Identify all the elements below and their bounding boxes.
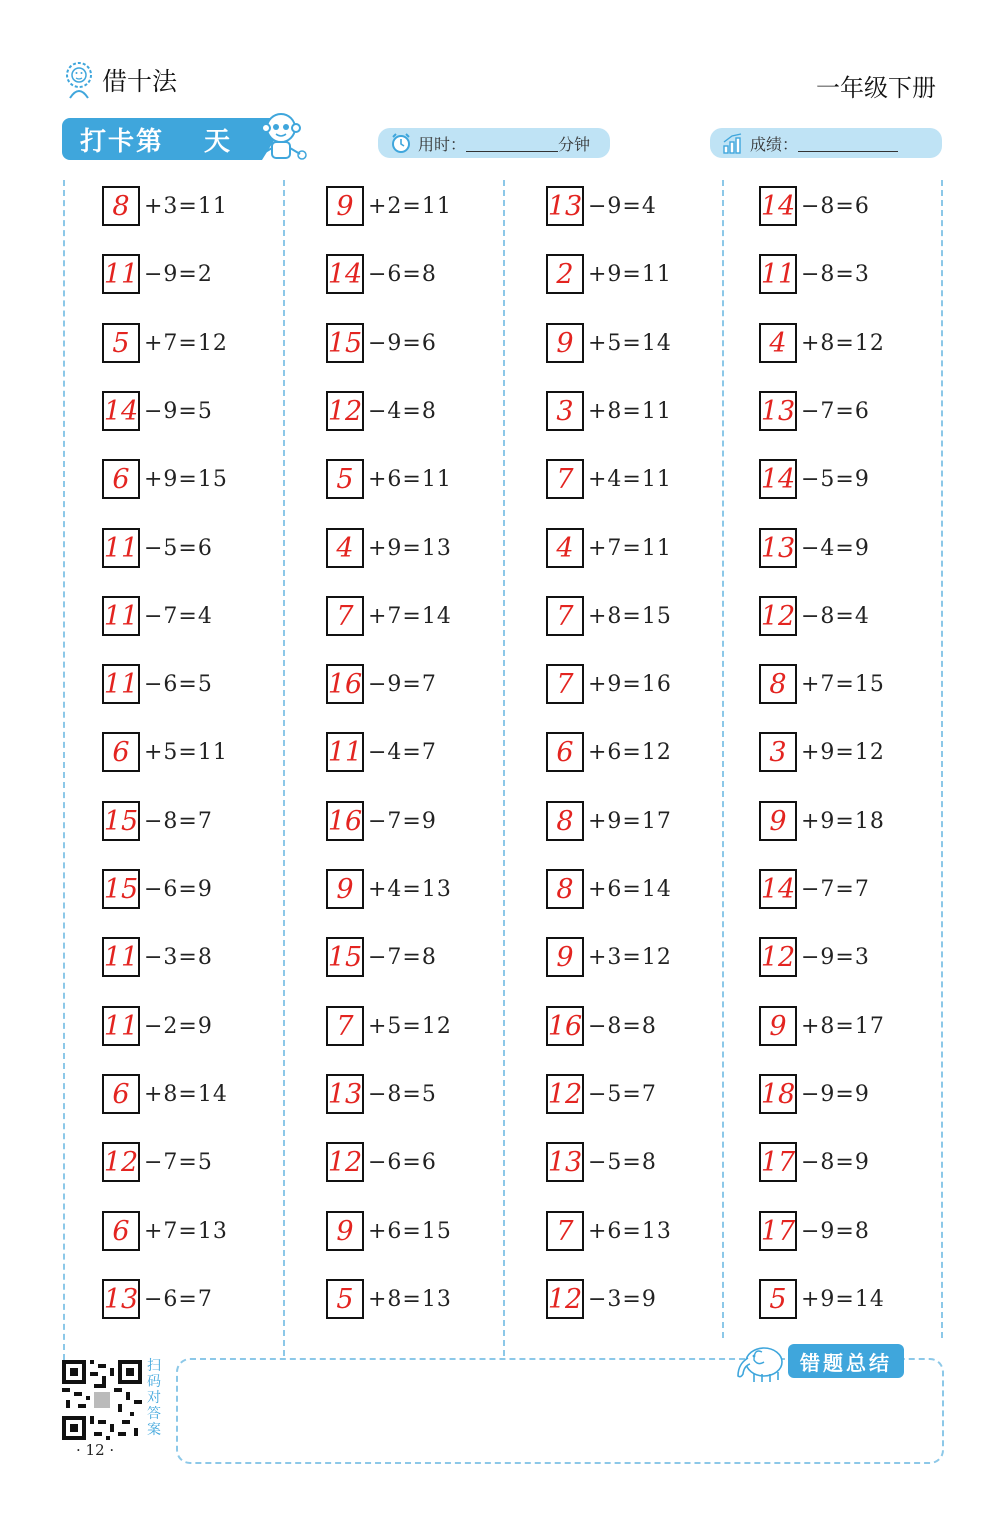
problem-item [102, 457, 228, 501]
equation-text: −6=8 [368, 261, 437, 287]
equation-text: +7=12 [144, 330, 228, 356]
answer-box[interactable]: 11 [759, 254, 797, 294]
score-input-line[interactable] [798, 135, 898, 152]
answer-box[interactable]: 14 [326, 254, 364, 294]
equation-text: −7=8 [368, 944, 437, 970]
equation-text: +5=12 [368, 1013, 452, 1039]
answer-box[interactable]: 9 [759, 1006, 797, 1046]
problem-item [759, 321, 885, 365]
equation-text: −5=6 [144, 535, 213, 561]
problem-item [102, 935, 213, 979]
problem-item [546, 252, 672, 296]
problem-item [102, 184, 228, 228]
equation-text: +5=14 [588, 330, 672, 356]
equation-text: −5=8 [588, 1149, 657, 1175]
problem-item [546, 526, 672, 570]
problem-item [546, 1277, 657, 1321]
equation-text: +8=13 [368, 1286, 452, 1312]
answer-box[interactable]: 7 [326, 1006, 364, 1046]
equation-text: −6=6 [368, 1149, 437, 1175]
problem-item [759, 662, 885, 706]
answer-box[interactable]: 9 [546, 937, 584, 977]
equation-text: +3=11 [144, 193, 228, 219]
answer-box[interactable]: 12 [326, 1142, 364, 1182]
answer-box[interactable]: 8 [546, 869, 584, 909]
equation-text: +8=17 [801, 1013, 885, 1039]
problem-item [759, 730, 885, 774]
answer-box[interactable]: 9 [546, 323, 584, 363]
equation-text: +5=11 [144, 739, 228, 765]
equation-text: −3=8 [144, 944, 213, 970]
problem-item [546, 184, 657, 228]
time-label: 用时： [418, 134, 467, 154]
equation-text: −9=5 [144, 398, 213, 424]
problem-item [546, 1209, 672, 1253]
answer-box[interactable]: 7 [546, 1211, 584, 1251]
problem-item [326, 1140, 437, 1184]
equation-text: −8=3 [801, 261, 870, 287]
equation-text: −8=7 [144, 808, 213, 834]
equation-text: −9=9 [801, 1081, 870, 1107]
equation-text: +3=12 [588, 944, 672, 970]
answer-box[interactable]: 4 [326, 528, 364, 568]
answer-box[interactable]: 9 [326, 186, 364, 226]
problem-item [326, 1072, 437, 1116]
equation-text: −9=3 [801, 944, 870, 970]
answer-box[interactable]: 15 [326, 937, 364, 977]
problem-item [759, 389, 870, 433]
answer-box[interactable]: 3 [546, 391, 584, 431]
equation-text: −6=7 [144, 1286, 213, 1312]
equation-text: +8=14 [144, 1081, 228, 1107]
answer-box[interactable]: 6 [102, 732, 140, 772]
answer-box[interactable]: 16 [546, 1006, 584, 1046]
equation-text: −9=2 [144, 261, 213, 287]
answer-box[interactable]: 11 [102, 528, 140, 568]
equation-text: −4=9 [801, 535, 870, 561]
equation-text: +6=15 [368, 1218, 452, 1244]
problem-item [326, 594, 452, 638]
problem-item [546, 730, 672, 774]
problem-item [759, 799, 885, 843]
elephant-icon [732, 1338, 788, 1384]
equation-text: +7=13 [144, 1218, 228, 1244]
problem-item [759, 457, 870, 501]
answer-box[interactable]: 13 [102, 1279, 140, 1319]
problem-item [102, 1140, 213, 1184]
problem-item [102, 799, 213, 843]
answer-box[interactable]: 14 [759, 869, 797, 909]
alarm-clock-icon [390, 132, 412, 154]
problem-item [326, 1004, 452, 1048]
problem-item [546, 457, 672, 501]
equation-text: +7=15 [801, 671, 885, 697]
answer-box[interactable]: 15 [326, 323, 364, 363]
answer-box[interactable]: 7 [546, 459, 584, 499]
answer-box[interactable]: 5 [759, 1279, 797, 1319]
equation-text: −7=6 [801, 398, 870, 424]
problem-item [546, 799, 672, 843]
problem-item [759, 1004, 885, 1048]
equation-text: +9=12 [801, 739, 885, 765]
problem-item [326, 184, 452, 228]
equation-text: +9=15 [144, 466, 228, 492]
scan-qr-caption: 扫码对答案 [147, 1358, 161, 1438]
answer-box[interactable]: 12 [759, 937, 797, 977]
problem-item [102, 526, 213, 570]
answer-box[interactable]: 17 [759, 1142, 797, 1182]
answer-box[interactable]: 6 [102, 1211, 140, 1251]
equation-text: +6=12 [588, 739, 672, 765]
column-divider [941, 180, 943, 1338]
problem-item [102, 867, 213, 911]
answer-box[interactable]: 12 [546, 1074, 584, 1114]
problem-item [546, 662, 672, 706]
score-label: 成绩： [750, 134, 799, 154]
equation-text: +7=11 [588, 535, 672, 561]
equation-text: −8=5 [368, 1081, 437, 1107]
answer-box[interactable]: 12 [546, 1279, 584, 1319]
answer-box[interactable]: 16 [326, 664, 364, 704]
answer-box[interactable]: 11 [102, 1006, 140, 1046]
answer-box[interactable]: 11 [102, 254, 140, 294]
equation-text: −9=4 [588, 193, 657, 219]
equation-text: +9=18 [801, 808, 885, 834]
answer-box[interactable]: 16 [326, 801, 364, 841]
equation-text: +6=11 [368, 466, 452, 492]
answer-box[interactable]: 11 [326, 732, 364, 772]
checkin-day-banner [62, 118, 262, 160]
answer-box[interactable]: 7 [546, 664, 584, 704]
problem-item [102, 594, 213, 638]
equation-text: +8=11 [588, 398, 672, 424]
answer-box[interactable]: 15 [102, 801, 140, 841]
equation-text: +6=14 [588, 876, 672, 902]
answer-box[interactable]: 8 [102, 186, 140, 226]
problem-item [759, 1140, 870, 1184]
column-divider [283, 180, 285, 1356]
qr-code-icon[interactable] [62, 1360, 142, 1440]
equation-text: +9=16 [588, 671, 672, 697]
time-unit: 分钟 [558, 134, 591, 154]
answer-box[interactable]: 8 [759, 664, 797, 704]
time-field [378, 128, 610, 158]
problem-item [546, 1140, 657, 1184]
answer-box[interactable]: 11 [102, 937, 140, 977]
answer-box[interactable]: 13 [759, 528, 797, 568]
problem-item [326, 867, 452, 911]
equation-text: +9=13 [368, 535, 452, 561]
problem-item [326, 730, 437, 774]
equation-text: +7=14 [368, 603, 452, 629]
problem-item [546, 935, 672, 979]
equation-text: −7=4 [144, 603, 213, 629]
problem-item [326, 1277, 452, 1321]
equation-text: −9=8 [801, 1218, 870, 1244]
problem-item [326, 457, 452, 501]
problem-item [546, 1004, 657, 1048]
lion-logo-icon [62, 60, 96, 100]
equation-text: +6=13 [588, 1218, 672, 1244]
book-header [62, 60, 177, 100]
problem-item [326, 935, 437, 979]
equation-text: −9=6 [368, 330, 437, 356]
answer-box[interactable]: 12 [759, 596, 797, 636]
problem-item [546, 321, 672, 365]
problem-item [102, 1277, 213, 1321]
checkin-day-suffix: 天 [204, 126, 231, 157]
answer-box[interactable]: 13 [759, 391, 797, 431]
answer-box[interactable]: 14 [102, 391, 140, 431]
problem-item [759, 252, 870, 296]
answer-box[interactable]: 2 [546, 254, 584, 294]
problem-item [759, 935, 870, 979]
answer-box[interactable]: 15 [102, 869, 140, 909]
problem-item [759, 1277, 885, 1321]
page-number: · 12 · [76, 1441, 115, 1459]
answer-box[interactable]: 5 [326, 459, 364, 499]
problem-item [102, 252, 213, 296]
checkin-day-prefix: 打卡第 [80, 126, 165, 157]
answer-box[interactable]: 6 [546, 732, 584, 772]
equation-text: −4=7 [368, 739, 437, 765]
problem-item [102, 662, 213, 706]
score-field [710, 128, 942, 158]
problem-item [759, 867, 870, 911]
problem-item [546, 1072, 657, 1116]
grade-label: 一年级下册 [816, 74, 936, 102]
problem-item [102, 1004, 213, 1048]
problem-item [102, 730, 228, 774]
equation-text: +8=12 [801, 330, 885, 356]
mistake-summary-tag: 错题总结 [788, 1344, 904, 1378]
problem-item [326, 662, 437, 706]
answer-box[interactable]: 13 [326, 1074, 364, 1114]
problem-item [759, 526, 870, 570]
problem-item [759, 184, 870, 228]
answer-box[interactable]: 11 [102, 664, 140, 704]
equation-text: −8=4 [801, 603, 870, 629]
column-divider [63, 180, 65, 1360]
column-divider [503, 180, 505, 1356]
problem-item [102, 389, 213, 433]
rising-chart-icon [722, 132, 744, 154]
problem-item [102, 1209, 228, 1253]
equation-text: −7=5 [144, 1149, 213, 1175]
equation-text: +9=17 [588, 808, 672, 834]
equation-text: −2=9 [144, 1013, 213, 1039]
answer-box[interactable]: 11 [102, 596, 140, 636]
equation-text: −4=8 [368, 398, 437, 424]
answer-box[interactable]: 9 [326, 869, 364, 909]
answer-box[interactable]: 3 [759, 732, 797, 772]
answer-box[interactable]: 7 [546, 596, 584, 636]
equation-text: −5=9 [801, 466, 870, 492]
answer-box[interactable]: 14 [759, 459, 797, 499]
equation-text: −8=6 [801, 193, 870, 219]
problem-item [326, 321, 437, 365]
answer-box[interactable]: 5 [326, 1279, 364, 1319]
equation-text: −9=7 [368, 671, 437, 697]
problem-item [759, 594, 870, 638]
equation-text: −7=9 [368, 808, 437, 834]
problem-item [326, 389, 437, 433]
equation-text: −6=9 [144, 876, 213, 902]
equation-text: +9=14 [801, 1286, 885, 1312]
equation-text: +4=11 [588, 466, 672, 492]
answer-box[interactable]: 4 [759, 323, 797, 363]
equation-text: −8=8 [588, 1013, 657, 1039]
answer-box[interactable]: 12 [326, 391, 364, 431]
problem-item [326, 1209, 452, 1253]
problem-item [326, 526, 452, 570]
equation-text: +2=11 [368, 193, 452, 219]
equation-text: +8=15 [588, 603, 672, 629]
section-title: 借十法 [102, 67, 178, 96]
answer-box[interactable]: 7 [326, 596, 364, 636]
answer-box[interactable]: 17 [759, 1211, 797, 1251]
equation-text: +9=11 [588, 261, 672, 287]
answer-box[interactable]: 9 [326, 1211, 364, 1251]
answer-box[interactable]: 9 [759, 801, 797, 841]
problem-item [102, 321, 228, 365]
answer-box[interactable]: 6 [102, 1074, 140, 1114]
equation-text: −3=9 [588, 1286, 657, 1312]
answer-box[interactable]: 12 [102, 1142, 140, 1182]
answer-box[interactable]: 6 [102, 459, 140, 499]
answer-box[interactable]: 18 [759, 1074, 797, 1114]
equation-text: −6=5 [144, 671, 213, 697]
equation-text: −8=9 [801, 1149, 870, 1175]
problem-item [546, 867, 672, 911]
problem-item [102, 1072, 228, 1116]
equation-text: +4=13 [368, 876, 452, 902]
robot-mascot-icon [252, 108, 310, 166]
equation-text: −5=7 [588, 1081, 657, 1107]
time-input-line[interactable] [466, 135, 558, 152]
problem-item [759, 1209, 870, 1253]
answer-box[interactable]: 13 [546, 186, 584, 226]
problem-item [326, 799, 437, 843]
answer-box[interactable]: 8 [546, 801, 584, 841]
answer-box[interactable]: 5 [102, 323, 140, 363]
column-divider [722, 180, 724, 1338]
answer-box[interactable]: 14 [759, 186, 797, 226]
problem-item [759, 1072, 870, 1116]
answer-box[interactable]: 13 [546, 1142, 584, 1182]
equation-text: −7=7 [801, 876, 870, 902]
problem-item [546, 389, 672, 433]
answer-box[interactable]: 4 [546, 528, 584, 568]
problem-item [326, 252, 437, 296]
problem-item [546, 594, 672, 638]
